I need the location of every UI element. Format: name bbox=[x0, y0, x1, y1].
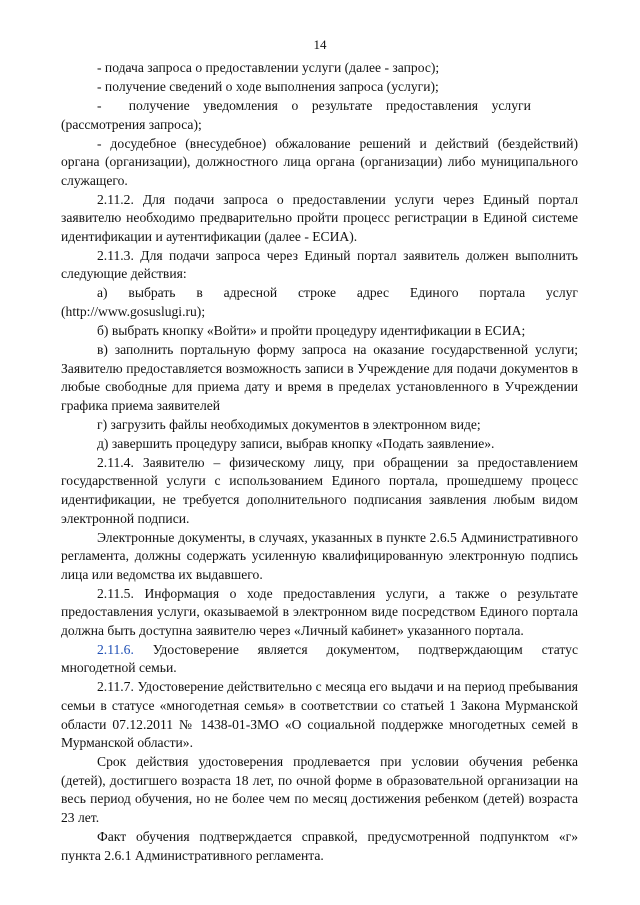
paragraph-2-11-2: 2.11.2. Для подачи запроса о предоставлении услуги через Единый портал заявителю необходимо предварительно пройти процесс регистрации в Единой системе идентификации и аутентификации (далее - ЕСИА). bbox=[61, 191, 578, 244]
step-d: д) завершить процедуру записи, выбрав кнопку «Подать заявление». bbox=[97, 435, 495, 451]
step-g: г) загрузить файлы необходимых документов в электронном виде; bbox=[97, 416, 481, 432]
page-number: 14 bbox=[313, 37, 327, 52]
paragraph-2-11-3: 2.11.3. Для подачи запроса через Единый портал заявитель должен выполнить следующие действия: bbox=[61, 247, 578, 282]
step-v: в) заполнить портальную форму запроса на оказание государственной услуги; Заявителю предоставляется возможность записи в Учреждение для подачи документов в любые свободные для приема дату и время в пределах установленного в Учреждении графика приема заявителей bbox=[61, 342, 578, 413]
paragraph-2-11-7: 2.11.7. Удостоверение действительно с месяца его выдачи и на период пребывания семьи в статусе «многодетная семья» в соответствии со статьей 1 Закона Мурманской области 07.12.2011 № 1438-01-ЗМО «О социальной поддержке многодетных семей в Мурманской области». bbox=[61, 679, 578, 751]
paragraph-number-highlighted: 2.11.6. bbox=[97, 641, 134, 657]
list-item: - подача запроса о предоставлении услуги (далее - запрос); bbox=[97, 60, 440, 75]
paragraph-2-11-6 bbox=[61, 641, 578, 678]
list-item: - получение уведомления о результате предоставления услуги (рассмотрения запроса); bbox=[61, 97, 531, 132]
paragraph-study-confirmation: Факт обучения подтверждается справкой, предусмотренной подпунктом «г» пункта 2.6.1 Административного регламента. bbox=[61, 828, 578, 863]
step-b: б) выбрать кнопку «Войти» и пройти процедуру идентификации в ЕСИА; bbox=[97, 323, 526, 339]
list-item: - получение сведений о ходе выполнения запроса (услуги); bbox=[97, 78, 439, 94]
paragraph-validity-extension: Срок действия удостоверения продлевается при условии обучения ребенка (детей), достигшего возраста 18 лет, по очной форме в образовательной организации на весь период обучения, но не более чем по месяц достижения ребенком (детей) возраста 23 лет. bbox=[61, 754, 578, 825]
paragraph-text: Удостоверение является документом, подтверждающим статус многодетной семьи. bbox=[61, 641, 578, 676]
document-body bbox=[61, 59, 578, 866]
paragraph-2-11-5: 2.11.5. Информация о ходе предоставления услуги, а также о результате предоставления услуги, оказываемой в электронном виде посредством Единого портала должна быть доступна заявителю через «Личный кабинет» указанного портала. bbox=[61, 585, 578, 638]
step-a: а) выбрать в адресной строке адрес Единого портала услуг (http://www.gosuslugi.ru); bbox=[61, 285, 578, 320]
paragraph-electronic-documents: Электронные документы, в случаях, указанных в пункте 2.6.5 Административного регламента, должны содержать усиленную квалифицированную электронную подпись лица или ведомства их выдавшего. bbox=[61, 529, 578, 582]
paragraph-2-11-4: 2.11.4. Заявителю – физическому лицу, при обращении за предоставлением государственной услуги с использованием Единого портала, прошедшему процесс идентификации, не требуется дополнительного подписания заявления любым видом электронной подписи. bbox=[61, 454, 578, 526]
list-item: - досудебное (внесудебное) обжалование решений и действий (бездействий) органа (организации), должностного лица органа (организации) либо муниципального служащего. bbox=[61, 135, 578, 188]
